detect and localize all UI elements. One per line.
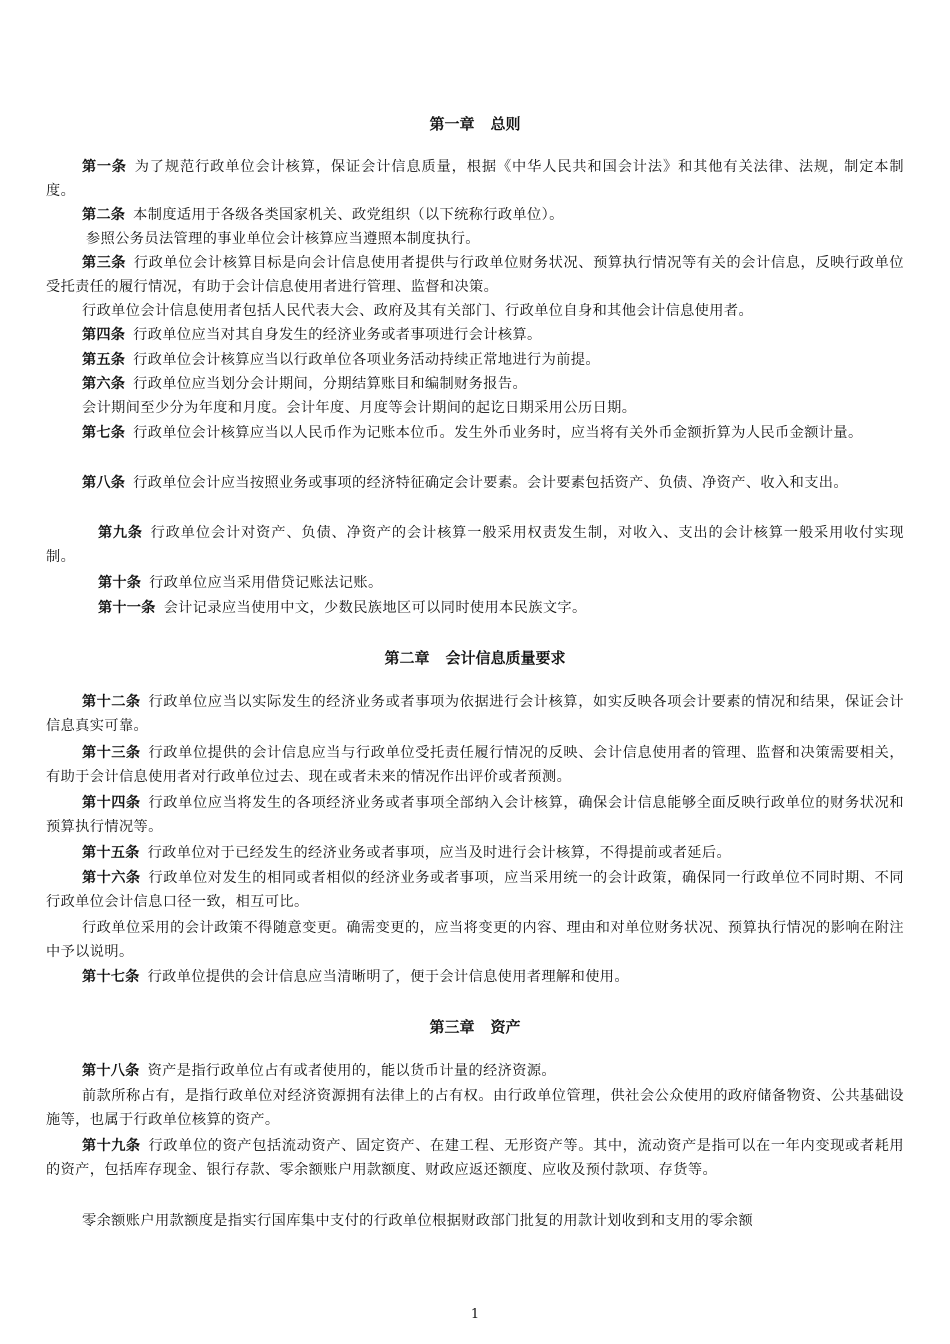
article-paragraph [46,155,904,204]
article-text: 行政单位应当将发生的各项经济业务或者事项全部纳入会计核算，确保会计信息能够全面反映行政单位的财务状况和预算执行情况等。 [46,795,904,836]
article-text: 本制度适用于各级各类国家机关、政党组织（以下统称行政单位）。 [133,207,564,223]
chapter-heading [0,1017,950,1037]
article-text: 行政单位提供的会计信息应当清晰明了，便于会计信息使用者理解和使用。 [147,969,629,985]
paragraph-text: 前款所称占有，是指行政单位对经济资源拥有法律上的占有权。由行政单位管理，供社会公众使用的政府储备物资、公共基础设施等，也属于行政单位核算的资产。 [46,1088,904,1129]
chapter-heading [0,648,950,668]
paragraph-text: 行政单位采用的会计政策不得随意变更。确需变更的，应当将变更的内容、理由和对单位财务状况、预算执行情况的影响在附注中予以说明。 [46,920,904,961]
body-paragraph [46,1084,904,1133]
article-paragraph [46,323,904,347]
article-number: 第十四条 [82,795,141,811]
article-paragraph [46,690,904,739]
article-number: 第四条 [82,327,126,343]
article-text: 行政单位会计核算目标是向会计信息使用者提供与行政单位财务状况、预算执行情况等有关的会计信息，反映行政单位受托责任的履行情况，有助于会计信息使用者进行管理、监督和决策。 [46,255,904,296]
article-number: 第十五条 [82,845,140,861]
article-paragraph [46,596,904,620]
article-text: 行政单位的资产包括流动资产、固定资产、在建工程、无形资产等。其中，流动资产是指可以在一年内变现或者耗用的资产，包括库存现金、银行存款、零余额账户用款额度、财政应返还额度、应收及预付款项、存货等。 [46,1138,904,1179]
article-text: 行政单位会计对资产、负债、净资产的会计核算一般采用权责发生制，对收入、支出的会计核算一般采用收付实现制。 [46,525,904,566]
article-number: 第九条 [98,525,143,541]
article-number: 第六条 [82,376,126,392]
chapter-number: 第一章 [429,115,475,133]
article-paragraph [46,471,904,495]
article-paragraph [46,1134,904,1183]
article-number: 第十一条 [98,600,156,616]
article-paragraph [46,571,904,595]
article-text: 行政单位会计核算应当以人民币作为记账本位币。发生外币业务时，应当将有关外币金额折算为人民币金额计量。 [133,425,863,441]
body-paragraph [46,227,904,251]
article-number: 第十二条 [82,694,141,710]
article-text: 行政单位会计核算应当以行政单位各项业务活动持续正常地进行为前提。 [133,352,600,368]
article-number: 第十九条 [82,1138,141,1154]
paragraph-text: 零余额账户用款额度是指实行国库集中支付的行政单位根据财政部门批复的用款计划收到和支用的零余额 [82,1213,754,1229]
article-text: 行政单位提供的会计信息应当与行政单位受托责任履行情况的反映、会计信息使用者的管理、监督和决策需要相关，有助于会计信息使用者对行政单位过去、现在或者未来的情况作出评价或者预测。 [46,745,904,786]
article-paragraph [46,1059,904,1083]
body-paragraph [46,1209,904,1233]
body-paragraph [46,396,904,420]
article-paragraph [46,251,904,300]
body-paragraph [46,916,904,965]
article-text: 行政单位应当划分会计期间，分期结算账目和编制财务报告。 [133,376,528,392]
article-text: 行政单位对于已经发生的经济业务或者事项，应当及时进行会计核算，不得提前或者延后。 [147,845,732,861]
body-paragraph [46,299,904,323]
article-number: 第十三条 [82,745,141,761]
page-number: 1 [470,1307,480,1322]
chapter-title: 资产 [490,1018,521,1036]
paragraph-text: 会计期间至少分为年度和月度。会计年度、月度等会计期间的起讫日期采用公历日期。 [82,400,637,416]
article-paragraph [46,372,904,396]
paragraph-text: 参照公务员法管理的事业单位会计核算应当遵照本制度执行。 [86,231,480,247]
chapter-number: 第二章 [384,649,430,667]
article-number: 第八条 [82,475,126,491]
article-paragraph [46,203,904,227]
article-text: 为了规范行政单位会计核算，保证会计信息质量，根据《中华人民共和国会计法》和其他有关法律、法规，制定本制度。 [46,159,904,200]
article-number: 第十八条 [82,1063,140,1079]
article-number: 第五条 [82,352,126,368]
chapter-number: 第三章 [429,1018,475,1036]
article-text: 会计记录应当使用中文，少数民族地区可以同时使用本民族文字。 [163,600,587,616]
article-text: 行政单位应当以实际发生的经济业务或者事项为依据进行会计核算，如实反映各项会计要素的情况和结果，保证会计信息真实可靠。 [46,694,904,735]
article-number: 第十七条 [82,969,140,985]
article-text: 行政单位应当对其自身发生的经济业务或者事项进行会计核算。 [133,327,542,343]
chapter-heading [0,114,950,134]
article-number: 第十条 [98,575,142,591]
article-number: 第二条 [82,207,126,223]
article-paragraph [46,348,904,372]
chapter-title: 总则 [490,115,521,133]
article-text: 行政单位对发生的相同或者相似的经济业务或者事项，应当采用统一的会计政策，确保同一行政单位不同时期、不同行政单位会计信息口径一致，相互可比。 [46,870,904,911]
article-text: 行政单位应当采用借贷记账法记账。 [149,575,383,591]
article-number: 第一条 [82,159,127,175]
article-number: 第七条 [82,425,126,441]
chapter-title: 会计信息质量要求 [445,649,566,667]
article-number: 第三条 [82,255,126,271]
article-paragraph [46,841,904,865]
article-text: 行政单位会计应当按照业务或事项的经济特征确定会计要素。会计要素包括资产、负债、净资产、收入和支出。 [133,475,848,491]
article-paragraph [46,741,904,790]
article-paragraph [46,521,904,570]
article-paragraph [46,866,904,915]
article-paragraph [46,421,904,445]
article-paragraph [46,791,904,840]
paragraph-text: 行政单位会计信息使用者包括人民代表大会、政府及其有关部门、行政单位自身和其他会计信息使用者。 [82,303,754,319]
article-number: 第十六条 [82,870,141,886]
article-paragraph [46,965,904,989]
article-text: 资产是指行政单位占有或者使用的，能以货币计量的经济资源。 [147,1063,557,1079]
